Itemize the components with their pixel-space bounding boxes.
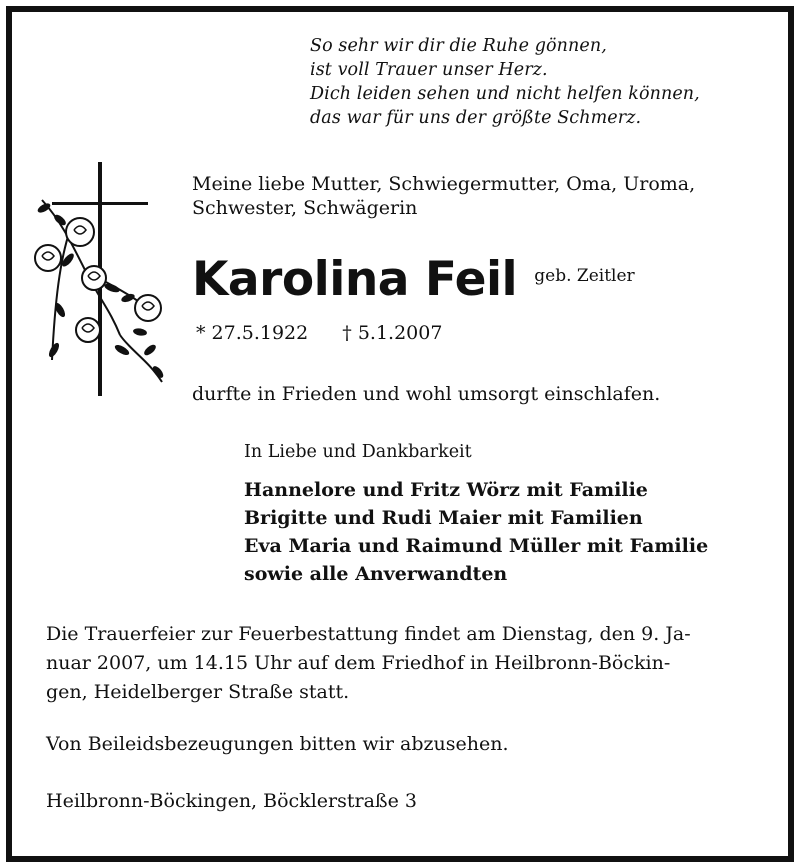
mourner-entry: sowie alle Anverwandten (244, 563, 508, 585)
relationship-intro (192, 172, 695, 220)
death-date: † 5.1.2007 (342, 322, 443, 344)
deceased-name-line (192, 252, 635, 307)
service-line: gen, Heidelberger Straße statt. (46, 681, 350, 703)
memorial-poem (310, 34, 700, 130)
birth-date: * 27.5.1922 (196, 322, 309, 344)
service-line: Die Trauerfeier zur Feuerbestattung findet am Dienstag, den 9. Ja- (46, 623, 691, 645)
poem-line: ist voll Trauer unser Herz. (310, 60, 548, 80)
funeral-service-info (46, 620, 766, 707)
cross-with-roses-icon (30, 160, 178, 400)
intro-line: Meine liebe Mutter, Schwiegermutter, Oma, Uroma, (192, 173, 696, 195)
condolence-note: Von Beileidsbezeugungen bitten wir abzusehen. (46, 733, 509, 755)
deceased-name: Karolina Feil (192, 252, 518, 307)
maiden-name: geb. Zeitler (534, 266, 635, 286)
poem-line: So sehr wir dir die Ruhe gönnen, (310, 36, 607, 56)
mourners-list (244, 476, 708, 588)
mourner-entry: Hannelore und Fritz Wörz mit Familie (244, 479, 648, 501)
service-line: nuar 2007, um 14.15 Uhr auf dem Friedhof in Heilbronn-Böckin- (46, 652, 671, 674)
gratitude-line: In Liebe und Dankbarkeit (244, 442, 472, 462)
mourner-entry: Eva Maria und Raimund Müller mit Familie (244, 535, 709, 557)
poem-line: Dich leiden sehen und nicht helfen können, (310, 84, 700, 104)
family-address: Heilbronn-Böckingen, Böcklerstraße 3 (46, 790, 417, 812)
poem-line: das war für uns der größte Schmerz. (310, 108, 642, 128)
passed-away-text: durfte in Frieden und wohl umsorgt einschlafen. (192, 383, 661, 405)
intro-line: Schwester, Schwägerin (192, 197, 418, 219)
mourner-entry: Brigitte und Rudi Maier mit Familien (244, 507, 643, 529)
life-dates (196, 322, 442, 344)
